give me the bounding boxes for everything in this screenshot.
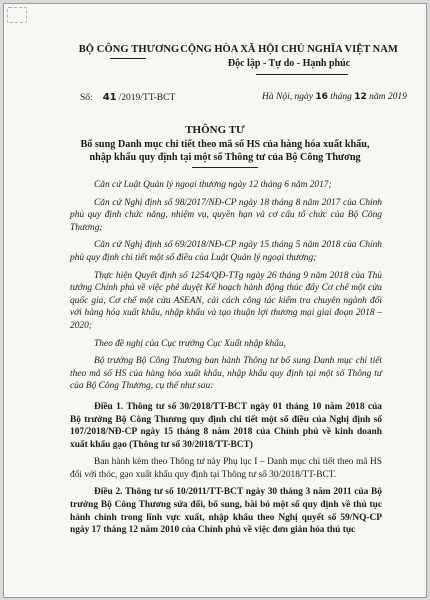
month-label: tháng xyxy=(330,92,352,102)
document-number xyxy=(80,92,175,103)
preamble-paragraph: Thực hiện Quyết định số 1254/QĐ-TTg ngày 26 tháng 9 năm 2018 của Thủ tướng Chính phủ về việc phê duyệt Kế hoạch hành động thúc đẩy Cơ chế một cửa quốc gia, Cơ chế một cửa ASEAN, cải cách công tác kiểm tra chuyên ngành đối với hàng hóa xuất khẩu, nhập khẩu và tạo thuận lợi thương mại giai đoạn 2018 – 2020; xyxy=(70,270,382,331)
article-1-heading: Điều 1. Thông tư số 30/2018/TT-BCT ngày 01 tháng 10 năm 2018 của Bộ trưởng Bộ Công Thương quy định chi tiết một số điều của Nghị định số 107/2018/NĐ-CP ngày 15 tháng 8 năm 2018 của Chính phủ về kinh doanh xuất khẩu gạo (Thông tư số 30/2018/TT-BCT) xyxy=(70,401,382,450)
national-heading xyxy=(174,44,404,69)
document-body xyxy=(70,179,382,542)
national-motto: Độc lập - Tự do - Hạnh phúc xyxy=(227,58,351,69)
number-suffix: /2019/TT-BCT xyxy=(118,93,176,103)
issuer-block xyxy=(74,44,184,55)
place-prefix: Hà Nội, ngày xyxy=(262,92,313,102)
ministry-name: BỘ CÔNG THƯƠNG xyxy=(78,44,180,55)
place-date xyxy=(262,92,407,102)
motto-underline xyxy=(256,74,348,75)
preamble-paragraph: Căn cứ Nghị định số 98/2017/NĐ-CP ngày 18 tháng 8 năm 2017 của Chính phủ quy định chức năng, nhiệm vụ, quyền hạn và cơ cấu tổ chức của Bộ Công Thương; xyxy=(70,197,382,233)
handwritten-month: 12 xyxy=(354,92,367,102)
preamble-paragraph: Theo đề nghị của Cục trưởng Cục Xuất nhập khẩu, xyxy=(94,338,286,349)
article-1-text: Ban hành kèm theo Thông tư này Phụ lục I – Danh mục chi tiết theo mã HS đối với thóc, gạo xuất khẩu quy định tại Thông tư số 30/2018/TT-BCT. xyxy=(70,457,382,480)
article-2-heading: Điều 2. Thông tư số 10/2011/TT-BCT ngày 30 tháng 3 năm 2011 của Bộ trưởng Bộ Công Thương sửa đổi, bổ sung, bãi bỏ một số quy định về thủ tục hành chính trong lĩnh vực xuất, nhập khẩu theo Nghị quyết số 59/NQ-CP ngày 17 tháng 12 năm 2010 của Chính phủ về việc đơn giản hóa thủ tục xyxy=(70,487,382,536)
preamble-paragraph: Căn cứ Luật Quản lý ngoại thương ngày 12 tháng 6 năm 2017; xyxy=(94,180,332,190)
year-text: năm 2019 xyxy=(369,92,407,102)
title-underline xyxy=(192,167,258,168)
republic-name: CỘNG HÒA XÃ HỘI CHỦ NGHĨA VIỆT NAM xyxy=(180,44,398,55)
handwritten-day: 16 xyxy=(315,92,328,102)
issuer-underline xyxy=(110,58,146,59)
enactment-clause: Bộ trưởng Bộ Công Thương ban hành Thông tư bổ sung Danh mục chi tiết theo mã số HS của hàng hóa xuất khẩu, nhập khẩu quy định tại một số Thông tư của Bộ Công Thương, cụ thể như sau: xyxy=(70,356,382,392)
document-page xyxy=(3,3,427,598)
scan-mark xyxy=(7,7,27,23)
preamble-paragraph: Căn cứ Nghị định số 69/2018/NĐ-CP ngày 15 tháng 5 năm 2018 của Chính phủ quy định chi tiết một số điều của Luật Quản lý ngoại thương; xyxy=(70,240,382,263)
handwritten-number: 41 xyxy=(102,92,117,103)
document-type: THÔNG TƯ xyxy=(185,124,245,136)
document-title: Bổ sung Danh mục chi tiết theo mã số HS của hàng hóa xuất khẩu, nhập khẩu quy định tại một số Thông tư của Bộ Công Thương xyxy=(80,139,370,163)
number-label: Số: xyxy=(80,93,93,103)
